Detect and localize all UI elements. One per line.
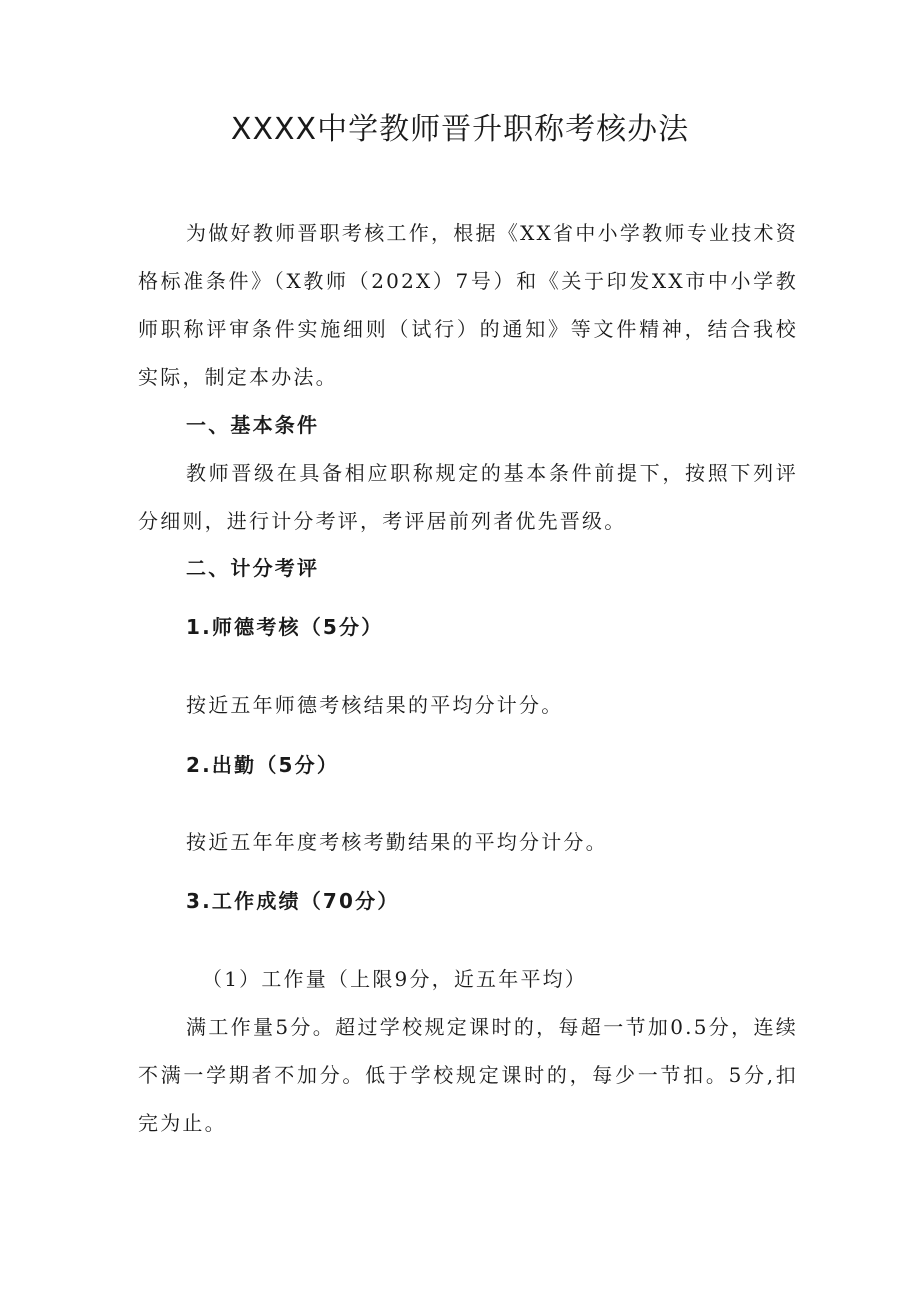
subitem-heading-workload: （1）工作量（上限9分，近五年平均） — [202, 967, 588, 991]
item-body-ethics: 按近五年师德考核结果的平均分计分。 — [186, 693, 564, 717]
section-heading-basic-conditions: 一、基本条件 — [186, 413, 320, 437]
workload-paragraph: 满工作量5分。超过学校规定课时的，每超一节加0.5分，连续不满一学期者不加分。低于学校规定课时的，每少一节扣。5分,扣完为止。 — [138, 1015, 798, 1135]
item-heading-attendance: 2.出勤（5分） — [186, 753, 340, 777]
item-heading-ethics: 1.师德考核（5分） — [186, 615, 384, 639]
item-body-attendance: 按近五年年度考核考勤结果的平均分计分。 — [186, 830, 608, 854]
item-heading-work-performance: 3.工作成绩（70分） — [186, 889, 400, 913]
intro-paragraph: 为做好教师晋职考核工作，根据《XX省中小学教师专业技术资格标准条件》（X教师（202X）7号）和《关于印发XX市中小学教师职称评审条件实施细则（试行）的通知》等文件精神，结合我校实际，制定本办法。 — [138, 221, 798, 389]
document-title: XXXX中学教师晋升职称考核办法 — [230, 112, 690, 147]
section-heading-scoring: 二、计分考评 — [186, 556, 320, 580]
basic-conditions-paragraph: 教师晋级在具备相应职称规定的基本条件前提下，按照下列评分细则，进行计分考评，考评居前列者优先晋级。 — [138, 461, 798, 533]
